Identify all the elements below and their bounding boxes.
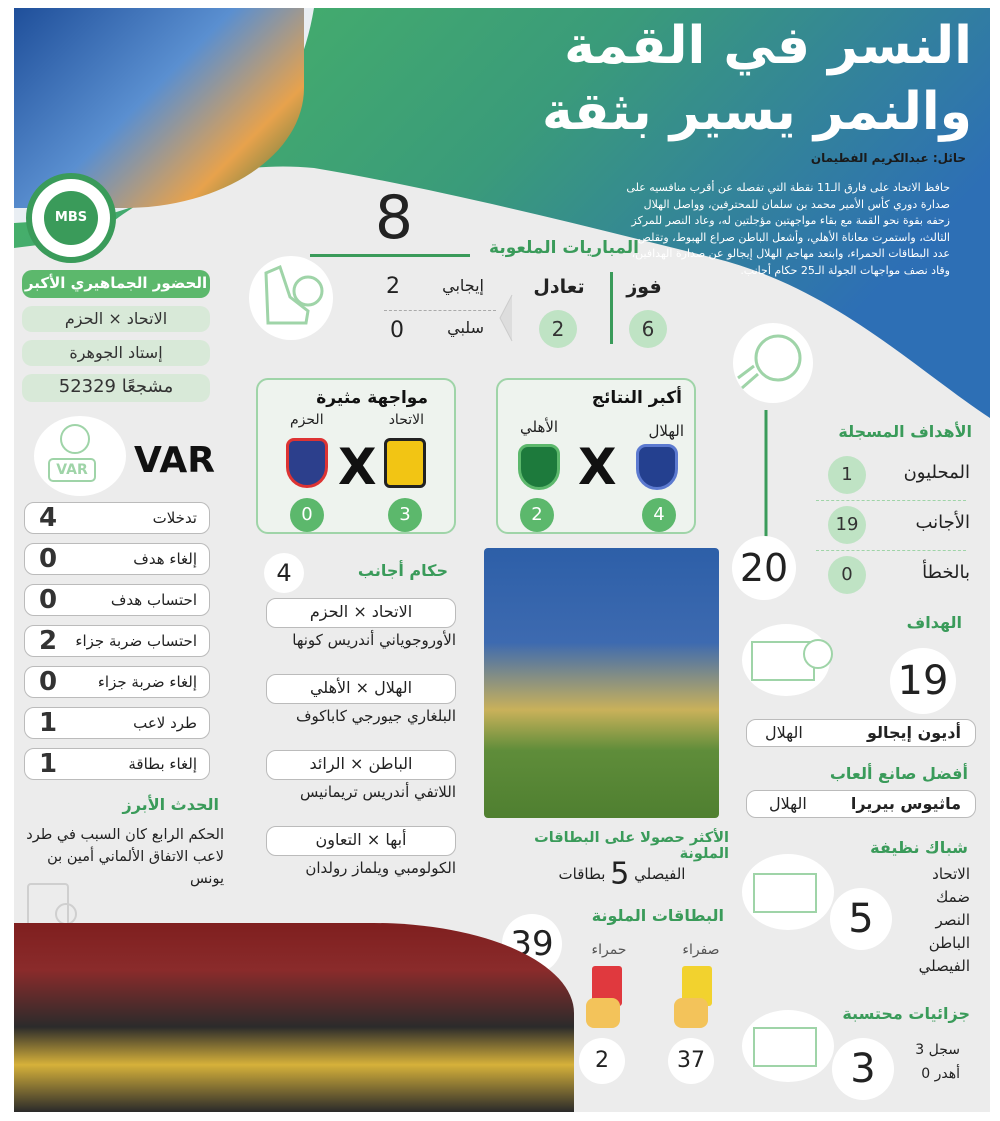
var-item: [24, 584, 210, 616]
penalties-title: جزائيات محتسبة: [842, 1004, 970, 1023]
goal-net-icon: [742, 1008, 838, 1084]
highlight-title: الحدث الأبرز: [122, 795, 219, 814]
most-cards-team: الفيصلي: [634, 865, 686, 883]
dashed-divider: [384, 310, 496, 311]
attendance-title: الحضور الجماهيري الأكبر: [22, 270, 210, 298]
most-cards-row: [522, 856, 722, 893]
var-icon-text: VAR: [48, 458, 96, 482]
goal-net-icon: [742, 852, 838, 932]
match-photo: [484, 548, 719, 818]
team-photo: [14, 923, 574, 1112]
draw-value: 2: [539, 310, 577, 348]
goals-item-label: الأجانب: [915, 512, 970, 533]
positive-label: إيجابي: [442, 276, 484, 295]
infographic: [14, 8, 990, 1112]
clean-team: النصر: [935, 911, 970, 929]
goals-item-value: 19: [828, 506, 866, 544]
playmaker-box: [746, 790, 976, 818]
headline: [452, 13, 972, 145]
hilal-logo: [636, 444, 678, 490]
red-count: 2: [579, 1038, 625, 1084]
referee-name: الكولومبي ويلماز رولدان: [305, 859, 456, 877]
referees-title: حكام أجانب: [357, 561, 448, 580]
headline-line2: والنمر يسير بثقة: [541, 82, 972, 142]
scorer-team: الهلال: [765, 723, 803, 742]
most-cards-unit: بطاقات: [558, 865, 606, 883]
clean-team: الباطن: [928, 934, 970, 952]
attendance-stadium: إستاد الجوهرة: [22, 340, 210, 366]
cards-total: 39: [502, 914, 562, 974]
var-item-label: تدخلات: [152, 509, 197, 527]
referee-match: الهلال × الأهلي: [266, 674, 456, 704]
cards-title: البطاقات الملونة: [591, 906, 724, 925]
negative-label: سلبي: [447, 318, 484, 337]
var-label: VAR: [134, 440, 215, 481]
playmaker-title: أفضل صانع ألعاب: [829, 764, 968, 783]
var-item-value: 1: [39, 708, 58, 738]
yellow-label: صفراء: [682, 942, 720, 958]
most-cards-count: 5: [610, 856, 630, 892]
goals-total: 20: [732, 536, 796, 600]
hazm-logo: [286, 438, 328, 488]
versus-icon: X: [338, 438, 377, 496]
scorer-box: [746, 719, 976, 747]
scorer-name: أديون إيجالو: [866, 723, 961, 742]
win-value: 6: [629, 310, 667, 348]
clean-teams: [890, 863, 970, 978]
goals-item-label: بالخطأ: [922, 562, 970, 583]
var-icon: [34, 416, 126, 496]
penalties-scored: سجل 3: [915, 1042, 960, 1058]
big-result-card: [496, 378, 696, 534]
playmaker-name: ماثيوس بيريرا: [850, 794, 961, 813]
clean-title: شباك نظيفة: [870, 838, 968, 857]
var-item: [24, 543, 210, 575]
goal-ball-icon: [728, 318, 818, 548]
var-item: [24, 625, 210, 657]
exciting-match-card: [256, 378, 456, 534]
exciting-title: مواجهة مثيرة: [316, 388, 428, 408]
exciting-team1: الاتحاد: [388, 412, 424, 428]
matches-total: 8: [374, 183, 414, 253]
var-item-label: إلغاء بطاقة: [128, 755, 197, 773]
ittihad-logo: [384, 438, 426, 488]
big-result-score1: 4: [642, 498, 676, 532]
hand-icon: [586, 998, 620, 1028]
chevron-left-icon: [498, 293, 514, 343]
var-item-label: إلغاء هدف: [133, 550, 197, 568]
league-logo: [26, 173, 116, 263]
scorer-title: الهداف: [906, 613, 962, 632]
exciting-score2: 0: [290, 498, 324, 532]
var-item-value: 1: [39, 749, 58, 779]
penalties-count: 3: [832, 1038, 894, 1100]
scorer-goals: 19: [890, 648, 956, 714]
referee-match: الباطن × الرائد: [266, 750, 456, 780]
var-item-label: احتساب هدف: [110, 591, 197, 609]
big-result-title: أكبر النتائج: [591, 388, 682, 408]
clean-team: الاتحاد: [932, 865, 970, 883]
separator: [610, 272, 613, 344]
boot-ball-icon: [246, 253, 336, 343]
exciting-score1: 3: [388, 498, 422, 532]
goals-item-value: 0: [828, 556, 866, 594]
penalties-detail: [880, 1038, 960, 1086]
win-label: فوز: [626, 276, 662, 298]
positive-value: 2: [386, 274, 400, 299]
var-item-value: 2: [39, 626, 58, 656]
goal-net-icon: [742, 620, 838, 696]
playmaker-team: الهلال: [769, 794, 807, 813]
goals-item-label: المحليون: [903, 462, 970, 483]
hand-icon: [674, 998, 708, 1028]
clean-team: ضمك: [935, 888, 970, 906]
author: حائل: عبدالكريم الفطيمان: [810, 151, 966, 165]
intro-text: حافظ الاتحاد على فارق الـ11 نقطة التي تفصله عن أقرب منافسيه على صدارة دوري كأس الأمير محمد بن سلمان للمحترفين، وواصل الهلال زحفه بقوة نحو القمة مع بقاء مواجهتين مؤجلتين له، وعاد النصر للمركز الثالث، واستمرت معاناة الأهلي، وأشعل الباطن صراع الهبوط، وتقلص عدد البطاقات الحمراء، وابتعد مهاجم الهلال إيجالو عن صدارة الهدافين، وقاد نصف مواجهات الجولة الـ25 حكام أجانب.: [626, 181, 950, 277]
var-item-value: 0: [39, 585, 58, 615]
var-item-label: احتساب ضربة جزاء: [75, 632, 197, 650]
penalties-missed: أهدر 0: [921, 1066, 960, 1082]
var-item: [24, 502, 210, 534]
referee-name: البلغاري جيورجي كاباكوف: [295, 707, 456, 725]
attendance-count: 52329 مشجعًا: [22, 374, 210, 402]
dashed-divider: [816, 550, 966, 551]
goals-item-value: 1: [828, 456, 866, 494]
clean-team: الفيصلي: [918, 957, 970, 975]
big-result-score2: 2: [520, 498, 554, 532]
goals-title: الأهداف المسجلة: [838, 422, 972, 441]
var-item-label: إلغاء ضربة جزاء: [97, 673, 197, 691]
var-item-value: 0: [39, 667, 58, 697]
dashed-divider: [816, 500, 966, 501]
matches-title: المباريات الملعوبة: [489, 238, 639, 258]
exciting-team2: الحزم: [290, 412, 324, 428]
attendance-match: الاتحاد × الحزم: [22, 306, 210, 332]
var-item: [24, 707, 210, 739]
ahli-logo: [518, 444, 560, 490]
logo-text: MBS: [44, 191, 98, 245]
referee-match: الاتحاد × الحزم: [266, 598, 456, 628]
referee-name: اللاتفي أندريس تريمانيس: [300, 783, 456, 801]
draw-label: تعادل: [533, 276, 585, 298]
big-result-team1: الهلال: [648, 422, 684, 440]
red-label: حمراء: [591, 942, 627, 958]
referees-count: 4: [264, 553, 304, 593]
var-item-value: 0: [39, 544, 58, 574]
var-item-value: 4: [39, 503, 58, 533]
var-item: [24, 666, 210, 698]
referee-name: الأوروجوياني أندريس كونها: [292, 631, 456, 649]
var-item-label: طرد لاعب: [133, 714, 197, 732]
headline-line1: النسر في القمة: [564, 16, 972, 76]
referee-match: أبها × التعاون: [266, 826, 456, 856]
clean-count: 5: [830, 888, 892, 950]
yellow-count: 37: [668, 1038, 714, 1084]
most-cards-title: الأكثر حصولا على البطاقات الملونة: [534, 830, 729, 862]
negative-value: 0: [390, 318, 404, 343]
big-result-team2: الأهلي: [520, 418, 559, 436]
var-item: [24, 748, 210, 780]
highlight-text: الحكم الرابع كان السبب في طرد لاعب الاتفاق الألماني أمين بن يونس: [26, 827, 224, 887]
versus-icon: X: [578, 438, 617, 496]
